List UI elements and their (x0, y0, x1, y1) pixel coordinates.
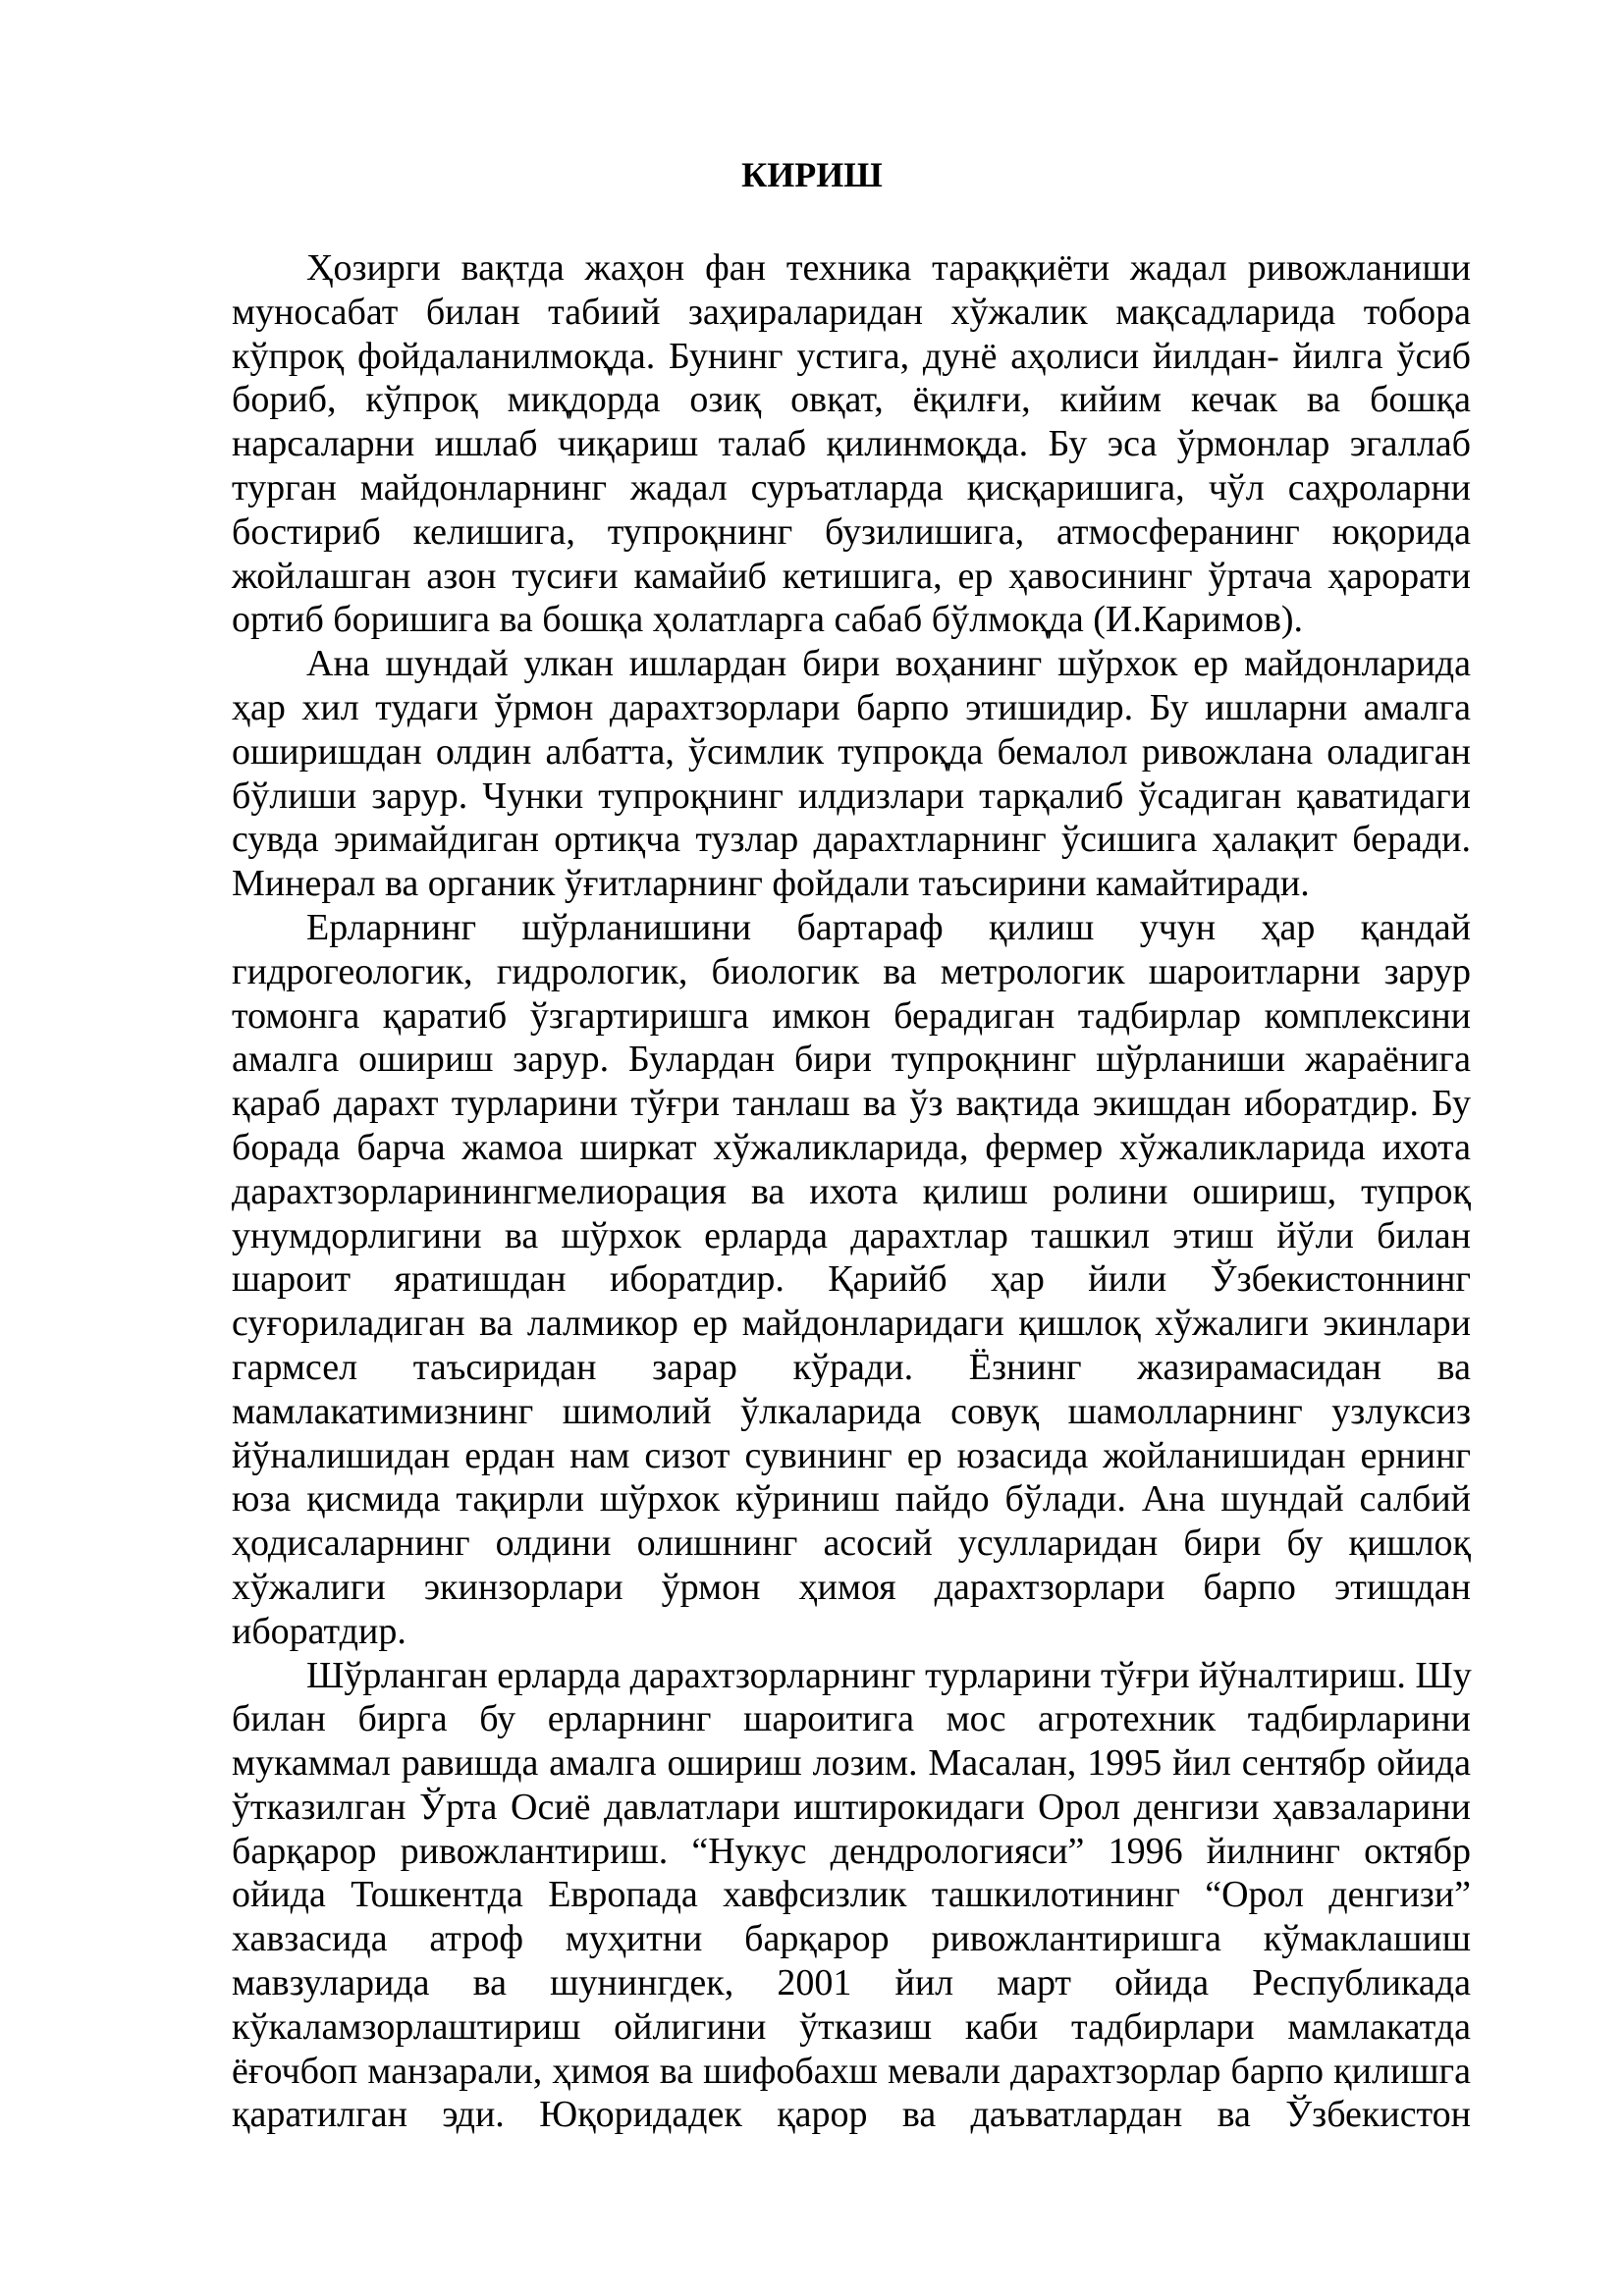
text-line: турган майдонларнинг жадал суръатларда қисқаришига, чўл саҳроларни (232, 466, 1471, 508)
text-line: ортиб боришига ва бошқа ҳолатларга сабаб бўлмоқда (И.Каримов). (232, 599, 1304, 641)
text-line: бориб, кўпроқ миқдорда озиқ овқат, ёқилғи, кийим кечак ва бошқа (232, 379, 1471, 421)
text-line: муносабат билан табиий заҳираларидан хўжалик мақсадларида тобора (232, 291, 1471, 333)
text-line: унумдорлигини ва шўрхок ерларда дарахтлар ташкил этиш йўли билан (232, 1214, 1471, 1256)
text-line: ҳар хил тудаги ўрмон дарахтзорлари барпо этишидир. Бу ишларни амалга (232, 686, 1471, 728)
text-line: Минерал ва органик ўғитларнинг фойдали таъсирини камайтиради. (232, 863, 1310, 905)
text-line: гармсел таъсиридан зарар кўради. Ёзнинг жазирамасидан ва (232, 1346, 1471, 1388)
text-line: қараб дарахт турларини тўғри танлаш ва ўз вақтида экишдан иборатдир. Бу (232, 1083, 1471, 1125)
text-line: нарсаларни ишлаб чиқариш талаб қилинмоқда. Бу эса ўрмонлар эгаллаб (232, 423, 1471, 465)
text-line: ўтказилган Ўрта Осиё давлатлари иштирокидаги Орол денгизи ҳавзаларини (232, 1786, 1471, 1828)
text-line: гидрогеологик, гидрологик, биологик ва метрологик шароитларни зарур (232, 950, 1471, 992)
text-line: сувда эримайдиган ортиқча тузлар дарахтларнинг ўсишига ҳалақит беради. (232, 819, 1471, 861)
text-line: томонга қаратиб ўзгартиришга имкон берадиган тадбирлар комплексини (232, 994, 1471, 1037)
text-line: хавзасида атроф муҳитни барқарор ривожлантиришга кўмаклашиш (232, 1918, 1471, 1960)
text-line: мамлакатимизнинг шимолий ўлкаларида совуқ шамолларнинг узлуксиз (232, 1390, 1471, 1432)
text-line: кўкаламзорлаштириш ойлигини ўтказиш каби тадбирлари мамлакатда (232, 2005, 1471, 2048)
text-line: бостириб келишига, тупроқнинг бузилишига, атмосферанинг юқорида (232, 510, 1471, 553)
text-line: амалга ошириш зарур. Булардан бири тупроқнинг шўрланиши жараёнига (232, 1039, 1471, 1081)
text-line: мукаммал равишда амалга ошириш лозим. Масалан, 1995 йил сентябр ойида (232, 1742, 1471, 1785)
text-line: мавзуларида ва шунингдек, 2001 йил март ойида Республикада (232, 1962, 1471, 2004)
text-line: юза қисмида тақирли шўрхок кўриниш пайдо бўлади. Ана шундай салбий (232, 1478, 1471, 1521)
text-line: қаратилган эди. Юқоридадек қарор ва даъватлардан ва Ўзбекистон (232, 2094, 1471, 2136)
body-text (232, 246, 1471, 2137)
text-line: ойида Тошкентда Европада хавфсизлик ташкилотининг “Орол денгизи” (232, 1874, 1471, 1916)
text-line: дарахтзорларинингмелиорация ва ихота қилиш ролини ошириш, тупроқ (232, 1170, 1471, 1212)
text-line: билан бирга бу ерларнинг шароитига мос агротехник тадбирларини (232, 1698, 1471, 1740)
text-line: шароит яратишдан иборатдир. Қарийб ҳар йили Ўзбекистоннинг (232, 1258, 1471, 1301)
text-line: оширишдан олдин албатта, ўсимлик тупроқда бемалол ривожлана оладиган (232, 730, 1471, 773)
text-line: йўналишидан ердан нам сизот сувининг ер юзасида жойланишидан ернинг (232, 1434, 1471, 1476)
text-line: бўлиши зарур. Чунки тупроқнинг илдизлари тарқалиб ўсадиган қаватидаги (232, 774, 1471, 817)
text-line: жойлашган азон тусиғи камайиб кетишига, ер ҳавосининг ўртача ҳарорати (232, 555, 1471, 597)
page-title: КИРИШ (741, 155, 883, 194)
paragraph-2 (232, 642, 1471, 906)
text-line: Ҳозирги вақтда жаҳон фан техника тараққиёти жадал ривожланиши (306, 247, 1471, 289)
text-line: ҳодисаларнинг олдини олишнинг асосий усулларидан бири бу қишлоқ (232, 1522, 1471, 1565)
paragraph-4 (232, 1654, 1471, 2138)
text-line: хўжалиги экинзорлари ўрмон ҳимоя дарахтзорлари барпо этишдан (232, 1566, 1471, 1608)
text-line: борада барча жамоа ширкат хўжаликларида, фермер хўжаликларида ихота (232, 1126, 1471, 1168)
text-line: ёғочбоп манзарали, ҳимоя ва шифобахш мевали дарахтзорлар барпо қилишга (232, 2050, 1471, 2092)
paragraph-1 (232, 246, 1471, 642)
text-line: Ерларнинг шўрланишини бартараф қилиш учун ҳар қандай (306, 906, 1471, 948)
paragraph-3 (232, 906, 1471, 1654)
text-line: Шўрланган ерларда дарахтзорларнинг турларини тўғри йўналтириш. Шу (306, 1654, 1472, 1696)
text-line: Ана шундай улкан ишлардан бири воҳанинг шўрхок ер майдонларида (306, 643, 1471, 685)
text-line: кўпроқ фойдаланилмоқда. Бунинг устига, дунё аҳолиси йилдан- йилга ўсиб (232, 335, 1471, 377)
text-line: иборатдир. (232, 1610, 406, 1652)
text-line: барқарор ривожлантириш. “Нукус дендрологияси” 1996 йилнинг октябр (232, 1830, 1471, 1872)
text-line: суғориладиган ва лалмикор ер майдонларидаги қишлоқ хўжалиги экинлари (232, 1303, 1471, 1345)
